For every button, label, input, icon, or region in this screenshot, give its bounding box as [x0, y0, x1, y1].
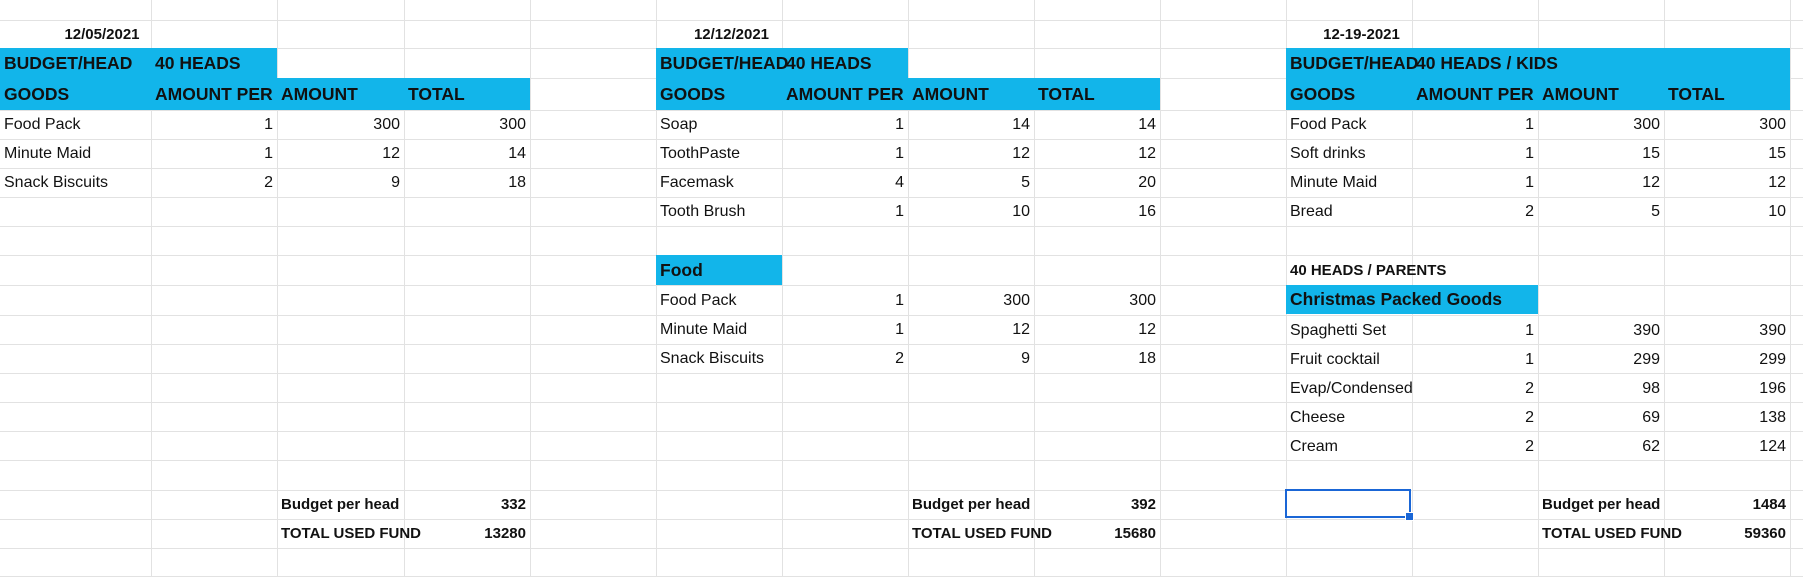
budget-head-label[interactable]: BUDGET/HEAD — [660, 52, 789, 73]
total-cell[interactable]: 138 — [1759, 408, 1786, 426]
total-used-fund-value[interactable]: 13280 — [484, 525, 526, 542]
amount-per-cell[interactable]: 1 — [895, 144, 904, 162]
amount-per-cell[interactable]: 2 — [1525, 437, 1534, 455]
amount-cell[interactable]: 300 — [1003, 291, 1030, 309]
budget-head-label[interactable]: BUDGET/HEAD — [1290, 52, 1419, 73]
goods-cell[interactable]: Food Pack — [1290, 115, 1367, 133]
date-cell[interactable]: 12-19-2021 — [1323, 25, 1400, 43]
amount-cell[interactable]: 69 — [1642, 408, 1660, 426]
total-cell[interactable]: 15 — [1768, 144, 1786, 162]
amount-per-cell[interactable]: 1 — [895, 202, 904, 220]
amount-per-cell[interactable]: 1 — [1525, 350, 1534, 368]
amount-cell[interactable]: 9 — [391, 173, 400, 191]
goods-cell[interactable]: Cream — [1290, 437, 1339, 455]
goods-cell[interactable]: Spaghetti Set — [1290, 321, 1387, 339]
total-cell[interactable]: 196 — [1759, 379, 1786, 397]
heads-label[interactable]: 40 HEADS — [155, 52, 241, 73]
goods-cell[interactable]: Tooth Brush — [660, 202, 746, 220]
column-header-amount[interactable]: AMOUNT — [912, 83, 989, 104]
goods-cell[interactable]: Facemask — [660, 173, 734, 191]
goods-cell[interactable]: Soft drinks — [1290, 144, 1366, 162]
amount-per-cell[interactable]: 2 — [1525, 379, 1534, 397]
amount-cell[interactable]: 14 — [1012, 115, 1030, 133]
amount-cell[interactable]: 98 — [1642, 379, 1660, 397]
food-section-header[interactable]: Food — [660, 259, 703, 280]
total-used-fund-value[interactable]: 15680 — [1114, 525, 1156, 542]
total-cell[interactable]: 20 — [1138, 173, 1156, 191]
goods-cell[interactable]: Soap — [660, 115, 698, 133]
amount-cell[interactable]: 12 — [1642, 173, 1660, 191]
total-cell[interactable]: 299 — [1759, 350, 1786, 368]
goods-cell[interactable]: Minute Maid — [1290, 173, 1378, 191]
amount-cell[interactable]: 5 — [1021, 173, 1030, 191]
goods-cell[interactable]: Bread — [1290, 202, 1333, 220]
amount-per-cell[interactable]: 4 — [895, 173, 904, 191]
budget-per-head-value[interactable]: 332 — [500, 496, 526, 513]
total-cell[interactable]: 10 — [1768, 202, 1786, 220]
amount-per-cell[interactable]: 2 — [264, 173, 273, 191]
column-header-amount-per[interactable]: AMOUNT PER — [1416, 83, 1534, 104]
budget-per-head-label[interactable]: Budget per head — [1542, 496, 1661, 513]
total-cell[interactable]: 18 — [508, 173, 526, 191]
amount-cell[interactable]: 15 — [1642, 144, 1660, 162]
amount-per-cell[interactable]: 1 — [1525, 144, 1534, 162]
amount-per-cell[interactable]: 1 — [895, 320, 904, 338]
total-cell[interactable]: 390 — [1759, 321, 1786, 339]
amount-cell[interactable]: 299 — [1633, 350, 1660, 368]
amount-cell[interactable]: 12 — [382, 144, 400, 162]
column-header-amount[interactable]: AMOUNT — [281, 83, 358, 104]
amount-cell[interactable]: 12 — [1012, 144, 1030, 162]
heads-label[interactable]: 40 HEADS / KIDS — [1416, 52, 1558, 73]
column-header-total[interactable]: TOTAL — [1038, 83, 1095, 104]
column-header-total[interactable]: TOTAL — [1668, 83, 1725, 104]
goods-cell[interactable]: Food Pack — [660, 291, 737, 309]
total-cell[interactable]: 14 — [508, 144, 526, 162]
total-cell[interactable]: 14 — [1138, 115, 1156, 133]
total-used-fund-label[interactable]: TOTAL USED FUND — [912, 525, 1053, 542]
total-used-fund-label[interactable]: TOTAL USED FUND — [1542, 525, 1683, 542]
total-cell[interactable]: 12 — [1768, 173, 1786, 191]
total-cell[interactable]: 12 — [1138, 320, 1156, 338]
christmas-section-header[interactable]: Christmas Packed Goods — [1290, 289, 1503, 309]
goods-cell[interactable]: Food Pack — [4, 115, 81, 133]
amount-cell[interactable]: 12 — [1012, 320, 1030, 338]
column-header-amount[interactable]: AMOUNT — [1542, 83, 1619, 104]
amount-per-cell[interactable]: 1 — [895, 115, 904, 133]
total-cell[interactable]: 18 — [1138, 349, 1156, 367]
date-cell[interactable]: 12/05/2021 — [64, 25, 140, 43]
goods-cell[interactable]: ToothPaste — [660, 144, 741, 162]
total-used-fund-label[interactable]: TOTAL USED FUND — [281, 525, 422, 542]
column-header-goods[interactable]: GOODS — [4, 83, 70, 104]
goods-cell[interactable]: Minute Maid — [4, 144, 92, 162]
amount-per-cell[interactable]: 1 — [264, 144, 273, 162]
goods-cell[interactable]: Cheese — [1290, 408, 1346, 426]
amount-cell[interactable]: 5 — [1651, 202, 1660, 220]
total-cell[interactable]: 300 — [1759, 115, 1786, 133]
amount-cell[interactable]: 10 — [1012, 202, 1030, 220]
amount-cell[interactable]: 390 — [1633, 321, 1660, 339]
parents-label[interactable]: 40 HEADS / PARENTS — [1290, 262, 1447, 279]
fill-handle[interactable] — [1405, 512, 1414, 521]
goods-cell[interactable]: Minute Maid — [660, 320, 748, 338]
column-header-amount-per[interactable]: AMOUNT PER — [786, 83, 904, 104]
amount-cell[interactable]: 300 — [1633, 115, 1660, 133]
date-cell[interactable]: 12/12/2021 — [693, 25, 770, 43]
total-cell[interactable]: 12 — [1138, 144, 1156, 162]
goods-cell[interactable]: Snack Biscuits — [4, 173, 109, 191]
active-cell-selection[interactable] — [1285, 489, 1411, 518]
budget-per-head-value[interactable]: 1484 — [1752, 496, 1786, 513]
total-cell[interactable]: 300 — [1129, 291, 1156, 309]
column-header-goods[interactable]: GOODS — [1290, 83, 1356, 104]
total-cell[interactable]: 300 — [499, 115, 526, 133]
total-used-fund-value[interactable]: 59360 — [1744, 525, 1786, 542]
amount-per-cell[interactable]: 1 — [1525, 321, 1534, 339]
goods-cell[interactable]: Fruit cocktail — [1290, 350, 1380, 368]
budget-per-head-label[interactable]: Budget per head — [281, 496, 400, 513]
budget-per-head-value[interactable]: 392 — [1130, 496, 1156, 513]
total-cell[interactable]: 16 — [1138, 202, 1156, 220]
column-header-total[interactable]: TOTAL — [408, 83, 465, 104]
amount-cell[interactable]: 300 — [373, 115, 400, 133]
column-header-amount-per[interactable]: AMOUNT PER — [155, 83, 273, 104]
heads-label[interactable]: 40 HEADS — [786, 52, 872, 73]
amount-per-cell[interactable]: 1 — [1525, 173, 1534, 191]
goods-cell[interactable]: Evap/Condensed — [1290, 379, 1413, 397]
budget-per-head-label[interactable]: Budget per head — [912, 496, 1031, 513]
amount-cell[interactable]: 62 — [1642, 437, 1660, 455]
column-header-goods[interactable]: GOODS — [660, 83, 726, 104]
total-cell[interactable]: 124 — [1759, 437, 1786, 455]
amount-cell[interactable]: 9 — [1021, 349, 1030, 367]
budget-head-label[interactable]: BUDGET/HEAD — [4, 52, 133, 73]
amount-per-cell[interactable]: 2 — [1525, 202, 1534, 220]
amount-per-cell[interactable]: 2 — [1525, 408, 1534, 426]
amount-per-cell[interactable]: 1 — [1525, 115, 1534, 133]
amount-per-cell[interactable]: 1 — [264, 115, 273, 133]
amount-per-cell[interactable]: 2 — [895, 349, 904, 367]
goods-cell[interactable]: Snack Biscuits — [660, 349, 765, 367]
amount-per-cell[interactable]: 1 — [895, 291, 904, 309]
